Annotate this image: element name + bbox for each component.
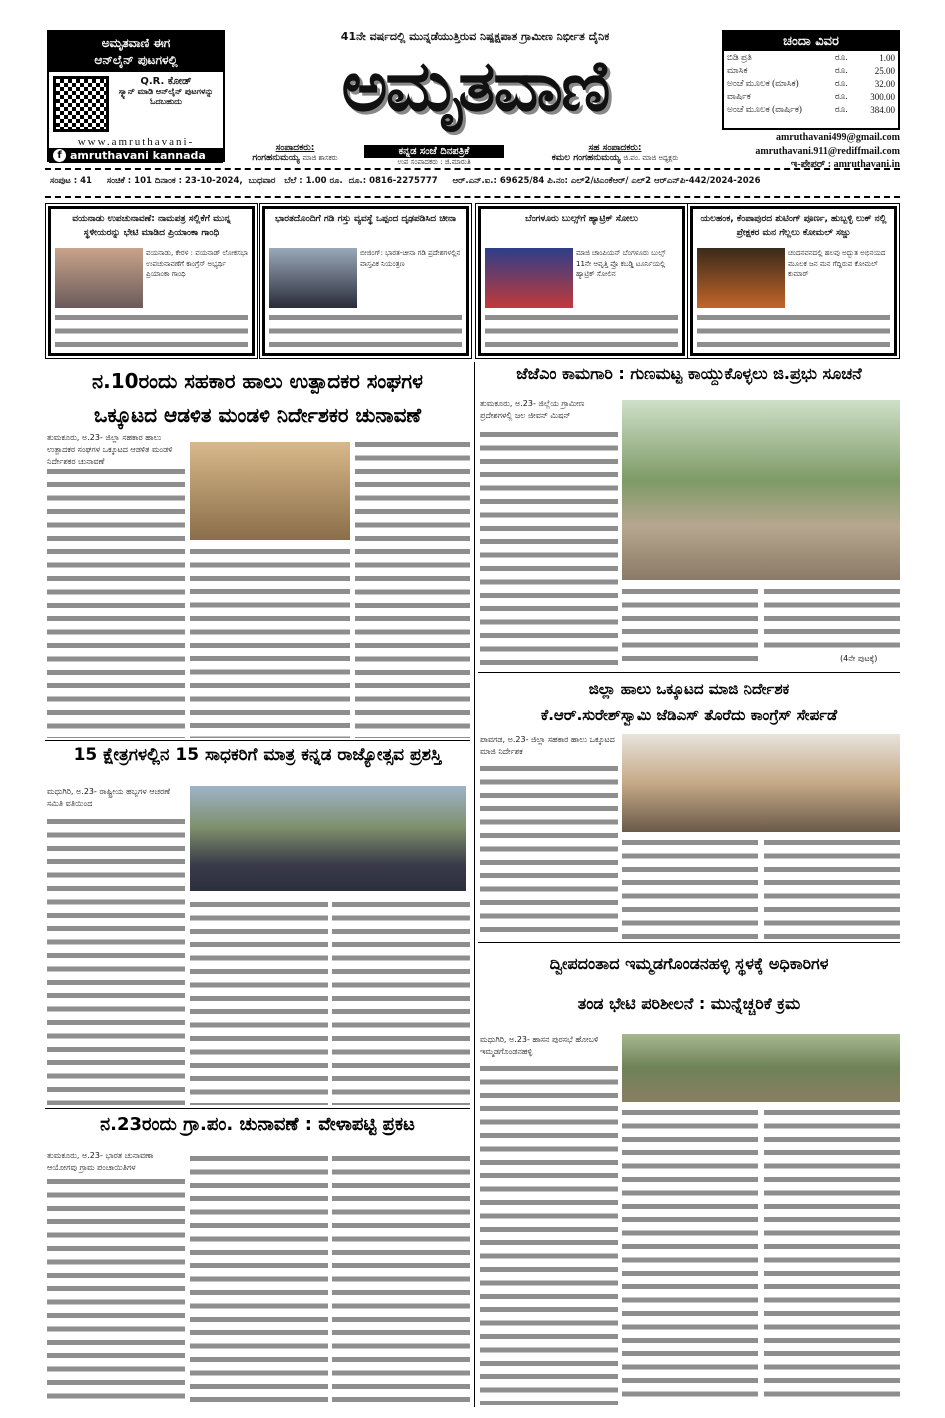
article-body (480, 1062, 618, 1405)
teaser-box[interactable] (262, 206, 469, 356)
teaser-title: ಯಲಹಂಕ, ಕೆಂಪಾಪುರದ ಶುಟಿಂಗ್ ಪೂರ್ಣ, ಹುಬ್ಬಳ್ಳಿ ಲುಕ್ ನಲ್ಲಿ ಪ್ರೇಕ್ಷಕರ ಮನ ಗೆಲ್ಲಲು ಕೋಮಲ್ ಸಜ್ಜು (700, 214, 887, 238)
article-body (47, 815, 185, 1105)
continued-label: (4ನೇ ಪುಟಕ್ಕೆ) (840, 654, 878, 663)
article-body (764, 585, 900, 649)
email-primary[interactable]: amruthavani499@gmail.com (775, 132, 900, 143)
teaser-photo (485, 248, 573, 308)
headline-gram-panchayat-election[interactable]: ನ.23ರಂದು ಗ್ರಾ.ಪಂ. ಚುನಾವಣೆ : ವೇಳಾಪಟ್ಟಿ ಪ್ರಕಟ (100, 1114, 415, 1135)
article-body (47, 438, 185, 738)
article-body (480, 762, 618, 940)
subscription-label: ಅಂಚೆ ಮೂಲಕ (ವಾರ್ಷಿಕ) (727, 104, 802, 114)
teaser-lead: ಬೀಜಿಂಗ್: ಭಾರತ-ಚೀನಾ ಗಡಿ ಪ್ರದೇಶಗಳಲ್ಲಿನ ವಾಸ್ತವಿಕ ನಿಯಂತ್ರಣ (360, 249, 461, 268)
subscription-label: ಅಂಚೆ ಮೂಲಕ (ಮಾಸಿಕ) (727, 78, 799, 88)
article-body (764, 1106, 900, 1405)
tagline: 41ನೇ ವರ್ಷದಲ್ಲಿ ಮುನ್ನಡೆಯುತ್ತಿರುವ ನಿಷ್ಪಕ್ಷಪಾತ ಗ್ರಾಮೀಣ ನಿರ್ಭೀತ ದೈನಿಕ (340, 30, 610, 43)
subscription-cur: ರೂ. (834, 78, 848, 88)
teaser-title: ಭಾರತದೊಂದಿಗೆ ಗಡಿ ಗಸ್ತು ವ್ಯವಸ್ಥೆ ಒಪ್ಪಂದ ದೃಢಪಡಿಸಿದ ಚೀನಾ (274, 214, 457, 224)
article-body (764, 836, 900, 940)
teaser-lead: ಚಂದನವನದಲ್ಲಿ ಹಲವು ಅದ್ಭುತ ಅಭಿನಯದ ಮೂಲಕ ಜನ ಮನ ಗೆದ್ದಿರುವ ಕೋಮಲ್ ಕುಮಾರ್ (788, 249, 886, 278)
article-body (622, 1106, 758, 1405)
article-body (47, 1175, 185, 1405)
teaser-body (485, 311, 678, 351)
subscription-cur: ರೂ. (834, 91, 848, 101)
subscription-price: 25.00 (874, 65, 895, 76)
masthead: ಅಮೃತವಾಣಿ (341, 45, 609, 127)
article-body (190, 898, 328, 1105)
article-lead: ಮಧುಗಿರಿ, ಅ.23- ಹಾಸನ ಪುರಸಭೆ ಹೋಬಳಿ ಇಮ್ಮಡಗೊಂಡನಹಳ್ಳಿ (480, 1035, 599, 1056)
teaser-lead: ಮಾಜಿ ಚಾಂಪಿಯನ್ ಬೆಂಗಳೂರು ಬುಲ್ಸ್ 11ನೇ ಆವೃತ್ತಿ ಪ್ರೊ ಕಬಡ್ಡಿ ಟೂರ್ನಿಯಲ್ಲಿ ಹ್ಯಾಟ್ರಿಕ್ ಸೋಲಿನ (576, 249, 666, 278)
subscription-label: ವಾರ್ಷಿಕ (727, 91, 751, 101)
subscription-label: ಬಿಡಿ ಪ್ರತಿ (727, 52, 752, 62)
qr-code-icon[interactable] (53, 76, 109, 132)
teaser-photo (697, 248, 785, 308)
email-secondary[interactable]: amruthavani.911@rediffmail.com (755, 145, 900, 157)
subscription-cur: ರೂ. (834, 104, 848, 114)
inspection-photo (622, 400, 900, 580)
website-link[interactable]: www.amruthavani- (77, 135, 195, 148)
article-lead: ಮಧುಗಿರಿ, ಅ.23- ರಾಷ್ಟ್ರೀಯ ಹಬ್ಬಗಳ ಆಚರಣೆ ಸಮಿತಿ ವತಿಯಿಂದ (47, 787, 171, 808)
issue-meta: ಸಂಪುಟ : 41 ಸಂಚಿಕೆ : 101 ದಿನಾಂಕ : 23-10-2024, ಬುಧವಾರ ಬೆಲೆ : 1.00 ರೂ. ದೂ.: 0816-2275777 ಆರ್.ಎನ್.ಐ.: 69625/84 ಪಿ.ನಂ: ಎಲ್2/ಟಿಎಂಕೆಆರ್/ ಎಲ್2 ಆರ್‌ಎನ್‌ಪಿ-442/2024-2026 (50, 176, 761, 186)
teaser-lead: ವಯನಾಡು, ಕೇರಳ : ವಯನಾಡ್ ಲೋಕಸಭಾ ಉಪಚುನಾವಣೆಗೆ ಕಾಂಗ್ರೆಸ್ ಅಭ್ಯರ್ಥಿ ಪ್ರಿಯಾಂಕಾ ಗಾಂಧಿ (146, 249, 248, 278)
teaser-body (55, 311, 248, 351)
headline-immadagondanahalli-visit[interactable]: ದ್ವೀಪದಂತಾದ ಇಮ್ಮಡಗೊಂಡನಹಳ್ಳಿ ಸ್ಥಳಕ್ಕೆ ಅಧಿಕಾರಿಗಳ ತಂಡ ಭೇಟಿ ಪರಿಶೀಲನೆ : ಮುನ್ನೆಚ್ಚರಿಕೆ ಕ್ರಮ (549, 954, 829, 1013)
teaser-photo (269, 248, 357, 308)
official-photo (190, 442, 350, 540)
article-body (332, 898, 470, 1105)
subscription-label: ಮಾಸಿಕ (727, 65, 748, 75)
facebook-icon: f (53, 149, 66, 162)
article-lead: ಪಾವಗಡ, ಅ.23- ಜಿಲ್ಲಾ ಸಹಕಾರ ಹಾಲು ಒಕ್ಕೂಟದ ಮಾಜಿ ನಿರ್ದೇಶಕ (480, 735, 615, 756)
editor-info: ಸಂಪಾದಕರು: ಗಂಗಹನುಮಯ್ಯ ಮಾಜಿ ಶಾಸಕರು (252, 143, 338, 163)
teaser-box[interactable] (478, 206, 685, 356)
article-lead: ತುಮಕೂರು, ಅ.23- ಜಿಲ್ಲೆಯ ಗ್ರಾಮೀಣ ಪ್ರದೇಶಗಳಲ್ಲಿ ಜಲ ಜೀವನ್ ಮಿಷನ್ (480, 399, 585, 420)
teaser-body (697, 311, 890, 351)
subscription-price: 32.00 (874, 78, 895, 89)
subscription-cur: ರೂ. (834, 52, 848, 62)
teaser-body (269, 311, 462, 351)
article-body (480, 428, 618, 668)
subscription-cur: ರೂ. (834, 65, 848, 75)
party-joining-photo (622, 734, 900, 832)
epaper-link[interactable]: ಇ-ಪೇಪರ್ : amruthavani.in (790, 159, 900, 170)
subscription-price: 384.00 (870, 104, 895, 115)
headline-suresh-swamy-joins-congress[interactable]: ಜಿಲ್ಲಾ ಹಾಲು ಒಕ್ಕೂಟದ ಮಾಜಿ ನಿರ್ದೇಶಕ ಕೆ.ಆರ್.ಸುರೇಶ್‌ಸ್ವಾಮಿ ಜೆಡಿಎಸ್ ತೊರೆದು ಕಾಂಗ್ರೆಸ್ ಸೇರ್ಪಡೆ (540, 680, 838, 724)
divider (45, 196, 900, 198)
teaser-title: ಬೆಂಗಳೂರು ಬುಲ್ಸ್‌ಗೆ ಹ್ಯಾಟ್ರಿಕ್ ಸೋಲು (525, 214, 638, 224)
facebook-link[interactable]: f amruthavani kannada (49, 148, 223, 163)
subscription-row (724, 90, 898, 103)
subtitle-badge: ಕನ್ನಡ ಸಂಜೆ ದಿನಪತ್ರಿಕೆ ಉಪ ಸಂಪಾದಕರು : ಜಿ.ಮಾರುತಿ (364, 145, 504, 167)
subscription-box: ಚಂದಾ ವಿವರ ಬಿಡಿ ಪ್ರತಿ ರೂ. 1.00 ಮಾಸಿಕ ರೂ. 25.00 ಅಂಚೆ ಮೂಲಕ (ಮಾಸಿಕ) ರೂ. 32.00 ವಾರ್ಷಿಕ ರೂ. 300.00 ಅಂಚೆ ಮೂಲಕ (ವಾರ್ಷಿಕ) ರೂ. 384.00 (722, 30, 900, 130)
subscription-row (724, 103, 898, 116)
online-pages-box: ಅಮೃತವಾಣಿ ಈಗ ಆನ್‌ಲೈನ್ ಪುಟಗಳಲ್ಲಿ Q.R. ಕೋಡ್ ಸ್ಕ್ಯಾನ್ ಮಾಡಿ ಆನ್‌ಲೈನ್ ಪುಟಗಳನ್ನು ಓದಬಹುದು www.amruthavani- f amruthavani kannada (47, 30, 225, 162)
subscription-row (724, 64, 898, 77)
headline-rajyotsava-award[interactable]: 15 ಕ್ಷೇತ್ರಗಳಲ್ಲಿನ 15 ಸಾಧಕರಿಗೆ ಮಾತ್ರ ಕನ್ನಡ ರಾಜ್ಯೋತ್ಸವ ಪ್ರಶಸ್ತಿ (73, 745, 442, 765)
article-body (622, 585, 758, 665)
headline-jjm-works[interactable]: ಜೆಜೆಎಂ ಕಾಮಗಾರಿ : ಗುಣಮಟ್ಟ ಕಾಯ್ದುಕೊಳ್ಳಲು ಜಿ.ಪ್ರಭು ಸೂಚನೆ (516, 364, 862, 383)
subscription-price: 300.00 (870, 91, 895, 102)
teaser-box[interactable] (48, 206, 255, 356)
article-lead: ತುಮಕೂರು, ಅ.23- ಜಿಲ್ಲಾ ಸಹಕಾರ ಹಾಲು ಉತ್ಪಾದಕರ ಸಂಘಗಳ ಒಕ್ಕೂಟದ ಆಡಳಿತ ಮಂಡಳಿ ನಿರ್ದೇಶಕರ ಚುನಾವಣೆ (47, 432, 185, 468)
article-body (622, 836, 758, 940)
subscription-price: 1.00 (879, 52, 895, 63)
teaser-photo (55, 248, 143, 308)
officials-visit-photo (622, 1034, 900, 1102)
headline-milk-union-election[interactable]: ನ.10ರಂದು ಸಹಕಾರ ಹಾಲು ಉತ್ಪಾದಕರ ಸಂಘಗಳ ಒಕ್ಕೂಟದ ಆಡಳಿತ ಮಂಡಳಿ ನಿರ್ದೇಶಕರ ಚುನಾವಣೆ (92, 369, 423, 427)
article-body (332, 1152, 470, 1405)
article-lead: ತುಮಕೂರು, ಅ.23- ಭಾರತ ಚುನಾವಣಾ ಆಯೋಗವು ಗ್ರಾಮ ಪಂಚಾಯಿತಿಗಳ (47, 1151, 154, 1172)
article-body (190, 1152, 328, 1405)
teaser-box[interactable] (690, 206, 897, 356)
subscription-row (724, 77, 898, 90)
article-body (355, 438, 470, 738)
co-editor-info: ಸಹ ಸಂಪಾದಕರು: ಕಮಲ ಗಂಗಹನುಮಯ್ಯ ಜಿ.ಪಂ. ಮಾಜಿ ಅಧ್ಯಕ್ಷರು (551, 143, 679, 163)
article-body (190, 545, 350, 738)
divider (45, 168, 900, 170)
subscription-row (724, 51, 898, 64)
meeting-photo (190, 786, 466, 891)
online-box-title: ಅಮೃತವಾಣಿ ಈಗ ಆನ್‌ಲೈನ್ ಪುಟಗಳಲ್ಲಿ (49, 32, 223, 72)
teaser-title: ವಯನಾಡು ಉಪಚುನಾವಣೆ: ನಾಮಪತ್ರ ಸಲ್ಲಿಕೆಗೆ ಮುನ್ನ ಸ್ಥಳೀಯರನ್ನು ಭೇಟಿ ಮಾಡಿದ ಪ್ರಿಯಾಂಕಾ ಗಾಂಧಿ (72, 214, 231, 238)
